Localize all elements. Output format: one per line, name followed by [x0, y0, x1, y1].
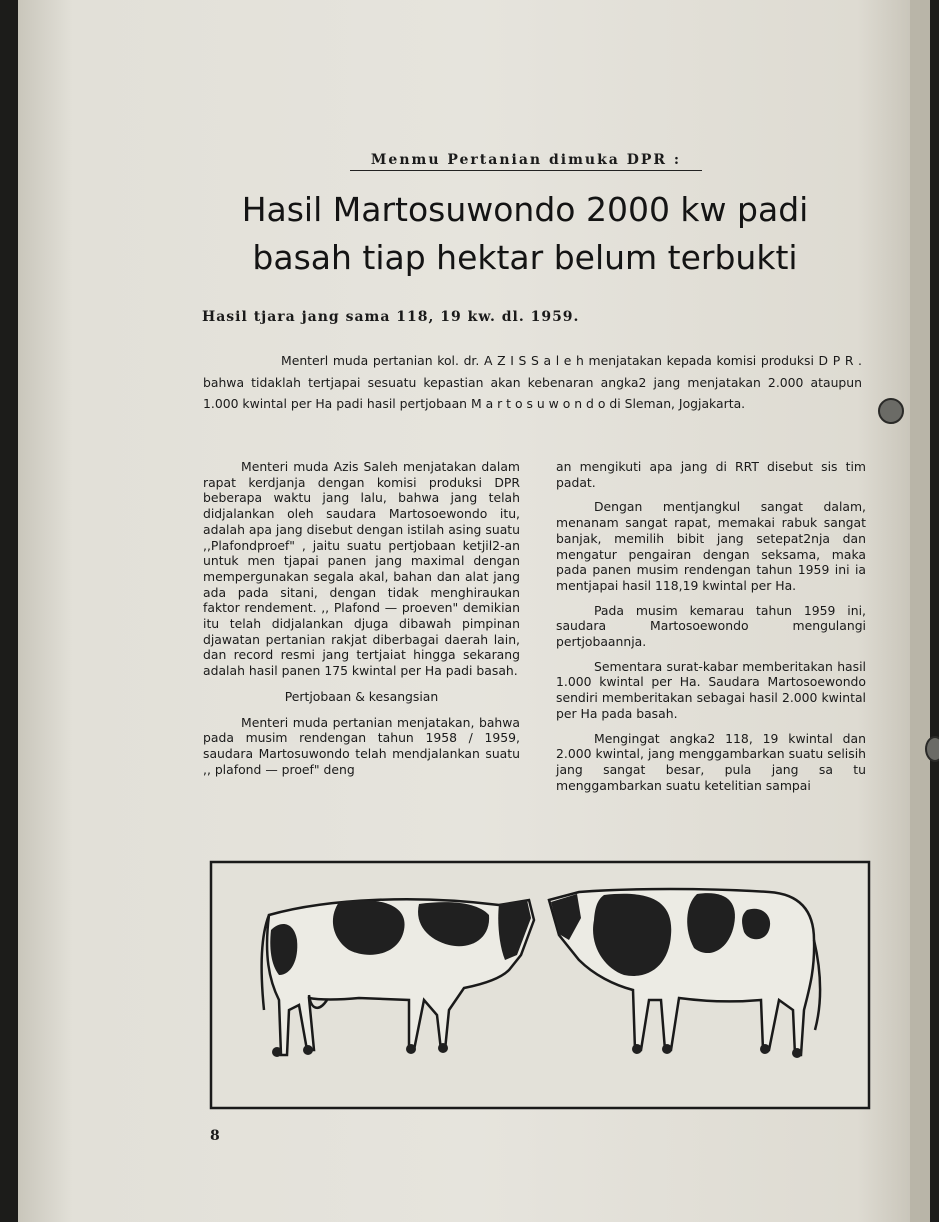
headline-line-2: basah tiap hektar belum terbukti [252, 238, 798, 277]
binding-hole-top [878, 398, 904, 424]
left-paragraph-2: Menteri muda pertanian menjatakan, bahwa pada musim rendengan tahun 1958 / 1959, saudara Martosuwondo telah mendjalankan suatu ,, plafond — proef" deng [203, 714, 520, 777]
right-paragraph-3: Sementara surat-kabar memberitakan hasil 1.000 kwintal per Ha. Saudara Martosoewondo sendiri memberitakan sebagai hasil 2.000 kwintal per Ha pada basah. [556, 658, 866, 721]
left-paragraph-1: Menteri muda Azis Saleh menjatakan dalam rapat kerdjanja dengan komisi produksi DPR beberapa waktu jang lalu, bahwa jang telah didjalankan oleh saudara Martosoewondo itu, adalah apa jang disebut dengan istilah asing suatu ,,Plafondproef" , jaitu suatu pertjobaan ketjil2-an untuk men tjapai panen jang maximal dengan mempergunakan segala akal, bahan dan alat jang ada pada sitani, dengan tidak menghiraukan faktor rendement. ,, Plafond — proeven" demikian itu telah didjalankan djuga dibawah pimpinan djawatan pertanian rakjat diberbagai daerah lain, dan record resmi jang tertjaiat hingga sekarang adalah hasil panen 175 kwintal per Ha padi basah. [203, 459, 520, 679]
binding-hole-bottom [925, 736, 939, 762]
article-headline [180, 186, 870, 282]
page-number: 8 [210, 1128, 220, 1144]
cattle-illustration [209, 860, 871, 1110]
right-paragraph-4: Mengingat angka2 118, 19 kwintal dan 2.000 kwintal, jang menggambarkan suatu selisih jang sangat besar, pula jang sa tu menggambarkan suatu ketelitian sampai [556, 730, 866, 793]
right-paragraph-1: Dengan mentjangkul sangat dalam, menanam sangat rapat, memakai rabuk sangat banjak, memilih bibit jang setepat2nja dan mengatur pengairan dengan seksama, maka pada panen musim rendengan tahun 1959 ini ia mentjapai hasil 118,19 kwintal per Ha. [556, 499, 866, 593]
right-column [556, 459, 866, 802]
article-kicker: Menmu Pertanian dimuka DPR : [350, 152, 702, 171]
article-subheadline: Hasil tjara jang sama 118, 19 kw. dl. 1959. [202, 309, 580, 325]
left-column [203, 459, 520, 786]
headline-line-1: Hasil Martosuwondo 2000 kw padi [241, 190, 809, 229]
section-heading: Pertjobaan & kesangsian [284, 688, 439, 704]
right-paragraph-0: an mengikuti apa jang di RRT disebut sis tim padat. [556, 459, 866, 490]
right-paragraph-2: Pada musim kemarau tahun 1959 ini, saudara Martosoewondo mengulangi pertjobaannja. [556, 602, 866, 650]
lead-paragraph: Menterl muda pertanian kol. dr. A Z I S S a l e h menjatakan kepada komisi produksi D P R . bahwa tidaklah tertjapai sesuatu kepastian akan kebenaran angka2 jang menjatakan 2.000 ataupun 1.000 kwintal per Ha padi hasil pertjobaan M a r t o s u w o n d o di Sleman, Jogjakarta. [203, 353, 862, 411]
page-edge-shadow [910, 0, 930, 1222]
